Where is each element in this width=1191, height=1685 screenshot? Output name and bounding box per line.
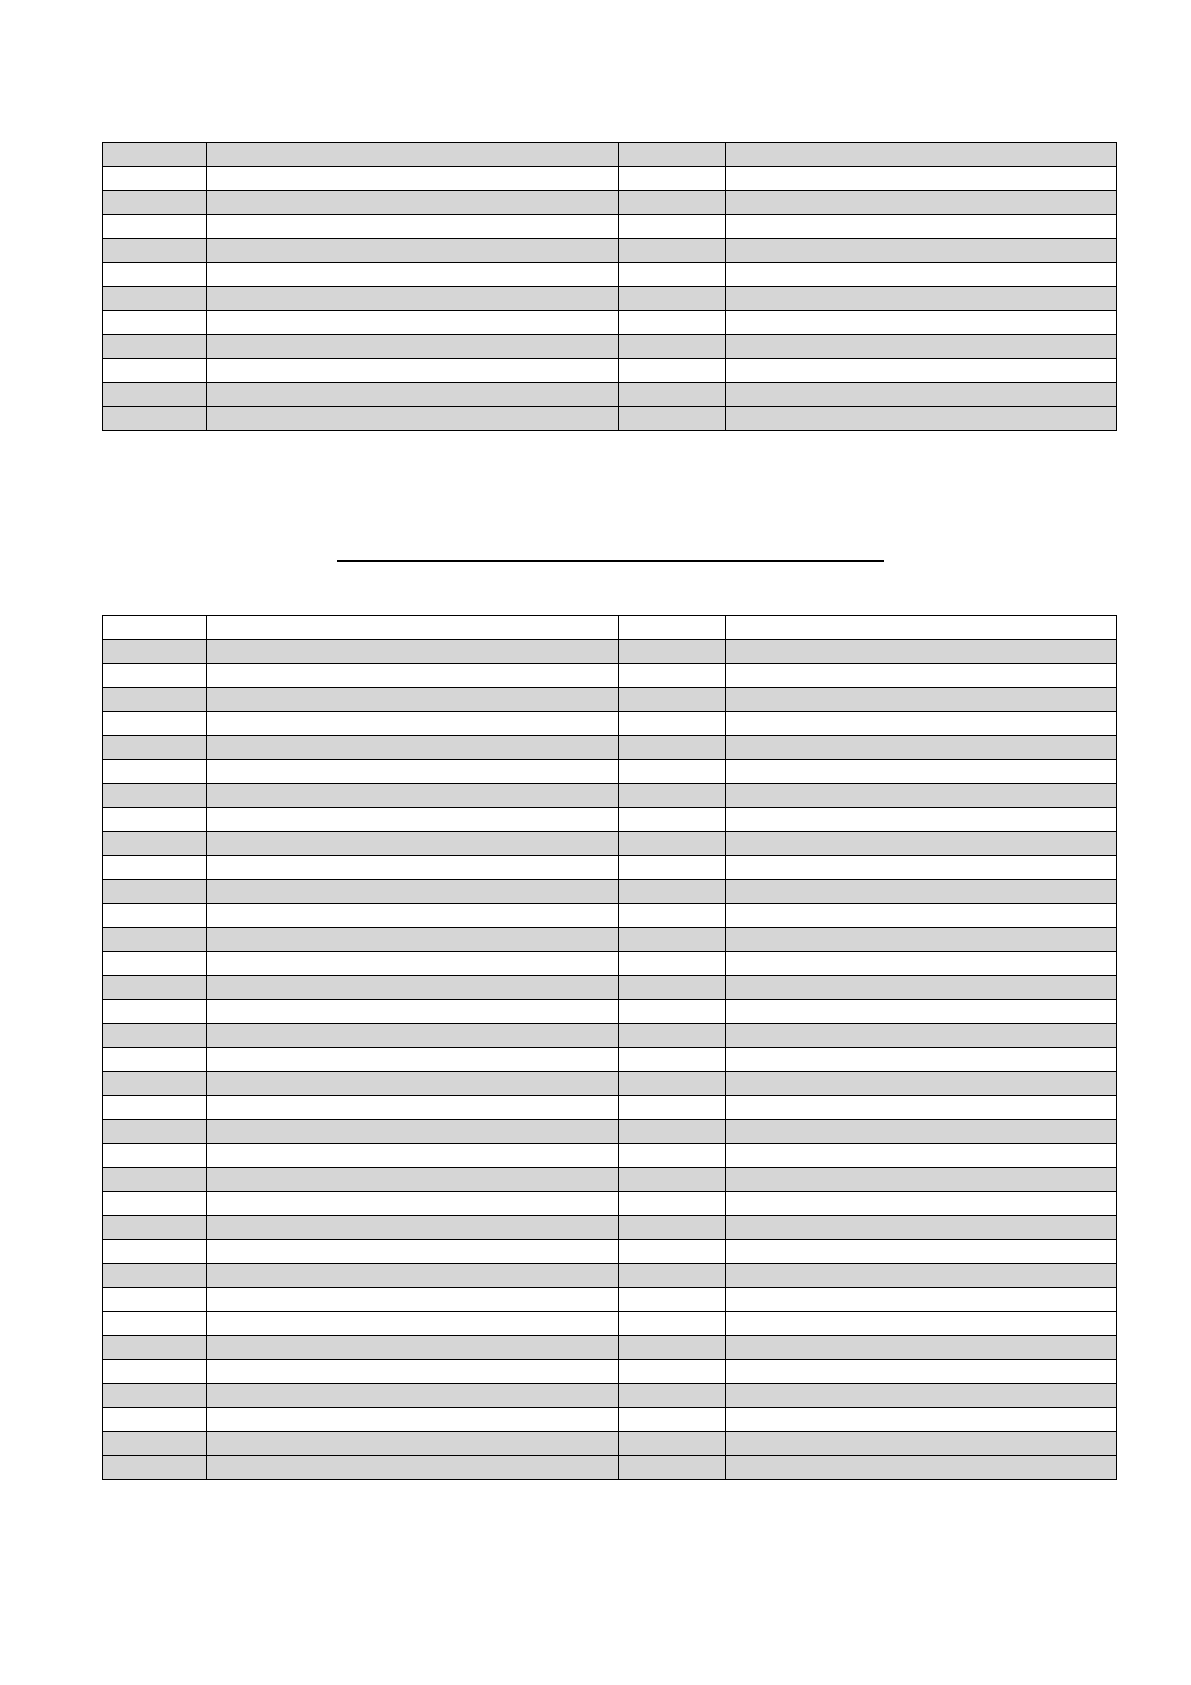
table-cell	[619, 1312, 726, 1336]
table-row	[103, 1048, 1117, 1072]
table-cell	[619, 1384, 726, 1408]
table-cell	[619, 856, 726, 880]
table-cell	[726, 1000, 1117, 1024]
table-row	[103, 1264, 1117, 1288]
table-cell	[619, 335, 726, 359]
table-cell	[103, 239, 207, 263]
table-cell	[619, 311, 726, 335]
table-cell	[207, 215, 619, 239]
table-row	[103, 191, 1117, 215]
table-cell	[103, 1432, 207, 1456]
table-cell	[103, 1072, 207, 1096]
table-cell	[103, 143, 207, 167]
table-cell	[619, 664, 726, 688]
table-cell	[619, 640, 726, 664]
table-cell	[726, 1144, 1117, 1168]
table-cell	[103, 856, 207, 880]
table-cell	[103, 1264, 207, 1288]
table-cell	[103, 1120, 207, 1144]
table-cell	[207, 832, 619, 856]
table-cell	[207, 640, 619, 664]
table-cell	[207, 616, 619, 640]
table-cell	[103, 407, 207, 431]
table-row	[103, 1168, 1117, 1192]
table-cell	[207, 664, 619, 688]
table-cell	[619, 1264, 726, 1288]
table-row	[103, 263, 1117, 287]
table-cell	[619, 407, 726, 431]
table-cell	[619, 1024, 726, 1048]
table-row	[103, 407, 1117, 431]
table-cell	[207, 407, 619, 431]
table-cell	[726, 928, 1117, 952]
table-cell	[619, 215, 726, 239]
table-cell	[207, 1168, 619, 1192]
table-cell	[103, 1384, 207, 1408]
table-cell	[207, 167, 619, 191]
table-cell	[619, 287, 726, 311]
table-cell	[726, 263, 1117, 287]
table-cell	[103, 664, 207, 688]
table-cell	[726, 1120, 1117, 1144]
table-row	[103, 1384, 1117, 1408]
table-cell	[207, 880, 619, 904]
table-cell	[619, 1288, 726, 1312]
table-cell	[207, 1456, 619, 1480]
table-row	[103, 1240, 1117, 1264]
table-cell	[726, 856, 1117, 880]
table-row	[103, 736, 1117, 760]
table-cell	[619, 904, 726, 928]
table-cell	[619, 1360, 726, 1384]
table-row	[103, 1216, 1117, 1240]
table-cell	[619, 191, 726, 215]
table-cell	[619, 880, 726, 904]
table-cell	[726, 1384, 1117, 1408]
table-cell	[103, 784, 207, 808]
table-row	[103, 1120, 1117, 1144]
table-cell	[619, 1192, 726, 1216]
table-cell	[619, 688, 726, 712]
table-cell	[103, 1408, 207, 1432]
table-cell	[207, 1048, 619, 1072]
table-cell	[726, 335, 1117, 359]
table-cell	[207, 191, 619, 215]
table-cell	[619, 1216, 726, 1240]
table-row	[103, 808, 1117, 832]
table-cell	[726, 952, 1117, 976]
table-row	[103, 904, 1117, 928]
table-cell	[103, 712, 207, 736]
table-cell	[103, 359, 207, 383]
table-cell	[103, 1192, 207, 1216]
table-row	[103, 287, 1117, 311]
table-cell	[103, 263, 207, 287]
table-cell	[619, 808, 726, 832]
table-row	[103, 880, 1117, 904]
table-cell	[619, 1048, 726, 1072]
table-cell	[103, 215, 207, 239]
table-cell	[619, 616, 726, 640]
table-cell	[207, 1216, 619, 1240]
table-row	[103, 1144, 1117, 1168]
table-cell	[726, 359, 1117, 383]
table-cell	[103, 976, 207, 1000]
table-row	[103, 664, 1117, 688]
table-cell	[619, 1000, 726, 1024]
table-cell	[726, 832, 1117, 856]
table-cell	[103, 880, 207, 904]
table-cell	[619, 784, 726, 808]
table-cell	[726, 1408, 1117, 1432]
table-row	[103, 335, 1117, 359]
table-row	[103, 1456, 1117, 1480]
table-cell	[207, 1024, 619, 1048]
table-row	[103, 1192, 1117, 1216]
table-row	[103, 359, 1117, 383]
table-cell	[726, 664, 1117, 688]
table-cell	[207, 1384, 619, 1408]
table-cell	[726, 1048, 1117, 1072]
table-cell	[207, 712, 619, 736]
table-cell	[207, 1096, 619, 1120]
table-cell	[207, 1000, 619, 1024]
table-cell	[726, 1216, 1117, 1240]
table-cell	[103, 335, 207, 359]
bottom-table	[102, 615, 1117, 1480]
table-cell	[726, 1168, 1117, 1192]
table-cell	[619, 1432, 726, 1456]
table-row	[103, 1432, 1117, 1456]
table-cell	[103, 1312, 207, 1336]
table-cell	[726, 215, 1117, 239]
table-cell	[103, 808, 207, 832]
table-cell	[726, 1336, 1117, 1360]
table-cell	[207, 383, 619, 407]
table-cell	[726, 1240, 1117, 1264]
table-row	[103, 239, 1117, 263]
table-cell	[726, 1288, 1117, 1312]
table-cell	[103, 287, 207, 311]
table-cell	[726, 736, 1117, 760]
table-cell	[619, 359, 726, 383]
table-cell	[726, 383, 1117, 407]
table-row	[103, 215, 1117, 239]
table-cell	[619, 712, 726, 736]
table-cell	[726, 760, 1117, 784]
table-cell	[207, 311, 619, 335]
table-cell	[207, 1240, 619, 1264]
table-cell	[103, 1336, 207, 1360]
table-cell	[207, 1312, 619, 1336]
table-cell	[103, 1456, 207, 1480]
table-row	[103, 1408, 1117, 1432]
table-cell	[726, 904, 1117, 928]
section-title	[337, 538, 884, 562]
table-cell	[207, 239, 619, 263]
table-cell	[619, 1144, 726, 1168]
table-cell	[103, 1144, 207, 1168]
table-cell	[103, 760, 207, 784]
table-cell	[619, 1456, 726, 1480]
table-cell	[207, 143, 619, 167]
table-cell	[103, 1096, 207, 1120]
table-row	[103, 1000, 1117, 1024]
table-cell	[207, 856, 619, 880]
table-cell	[207, 1408, 619, 1432]
table-cell	[207, 760, 619, 784]
table-row	[103, 688, 1117, 712]
table-cell	[103, 1360, 207, 1384]
table-cell	[726, 880, 1117, 904]
table-cell	[207, 784, 619, 808]
table-cell	[619, 1240, 726, 1264]
table-cell	[207, 263, 619, 287]
table-row	[103, 167, 1117, 191]
table-cell	[726, 1096, 1117, 1120]
table-cell	[726, 976, 1117, 1000]
table-cell	[207, 976, 619, 1000]
table-row	[103, 1072, 1117, 1096]
table-cell	[726, 1192, 1117, 1216]
table-cell	[726, 1264, 1117, 1288]
table-cell	[207, 1336, 619, 1360]
table-row	[103, 616, 1117, 640]
table-row	[103, 1024, 1117, 1048]
table-row	[103, 784, 1117, 808]
table-cell	[207, 287, 619, 311]
table-cell	[619, 736, 726, 760]
table-cell	[103, 1288, 207, 1312]
table-row	[103, 1360, 1117, 1384]
table-cell	[103, 1048, 207, 1072]
table-cell	[726, 808, 1117, 832]
table-cell	[103, 640, 207, 664]
table-row	[103, 311, 1117, 335]
table-row	[103, 976, 1117, 1000]
table-cell	[619, 167, 726, 191]
table-row	[103, 1336, 1117, 1360]
table-cell	[726, 1072, 1117, 1096]
table-row	[103, 832, 1117, 856]
table-row	[103, 143, 1117, 167]
table-cell	[103, 1024, 207, 1048]
table-row	[103, 712, 1117, 736]
table-cell	[726, 239, 1117, 263]
table-cell	[207, 928, 619, 952]
table-cell	[207, 359, 619, 383]
table-cell	[207, 335, 619, 359]
table-cell	[726, 712, 1117, 736]
table-cell	[207, 1072, 619, 1096]
table-cell	[726, 1432, 1117, 1456]
table-cell	[619, 1408, 726, 1432]
table-row	[103, 640, 1117, 664]
table-cell	[103, 832, 207, 856]
table-row	[103, 1288, 1117, 1312]
table-cell	[726, 784, 1117, 808]
table-cell	[207, 952, 619, 976]
table-cell	[619, 760, 726, 784]
table-row	[103, 1312, 1117, 1336]
table-cell	[103, 383, 207, 407]
table-cell	[726, 640, 1117, 664]
table-cell	[103, 928, 207, 952]
table-row	[103, 383, 1117, 407]
table-cell	[726, 143, 1117, 167]
table-cell	[103, 904, 207, 928]
table-row	[103, 760, 1117, 784]
table-cell	[619, 952, 726, 976]
table-cell	[619, 1120, 726, 1144]
table-cell	[207, 808, 619, 832]
table-cell	[726, 1360, 1117, 1384]
table-cell	[103, 1240, 207, 1264]
table-cell	[619, 263, 726, 287]
table-row	[103, 1096, 1117, 1120]
table-cell	[726, 191, 1117, 215]
table-cell	[619, 383, 726, 407]
top-table-body	[103, 143, 1117, 431]
table-cell	[103, 736, 207, 760]
table-cell	[726, 287, 1117, 311]
table-cell	[207, 904, 619, 928]
table-cell	[726, 1312, 1117, 1336]
table-cell	[103, 1000, 207, 1024]
table-cell	[619, 1336, 726, 1360]
table-cell	[207, 1360, 619, 1384]
table-cell	[103, 191, 207, 215]
table-cell	[207, 736, 619, 760]
table-cell	[103, 1216, 207, 1240]
table-cell	[207, 1288, 619, 1312]
table-cell	[726, 407, 1117, 431]
table-cell	[619, 928, 726, 952]
table-cell	[103, 311, 207, 335]
table-cell	[726, 1024, 1117, 1048]
table-cell	[207, 1120, 619, 1144]
table-row	[103, 928, 1117, 952]
table-cell	[103, 167, 207, 191]
table-cell	[726, 616, 1117, 640]
table-cell	[103, 952, 207, 976]
table-cell	[207, 1144, 619, 1168]
table-cell	[207, 1432, 619, 1456]
table-cell	[103, 688, 207, 712]
table-cell	[726, 311, 1117, 335]
table-cell	[619, 143, 726, 167]
table-cell	[619, 1096, 726, 1120]
table-cell	[207, 1192, 619, 1216]
table-cell	[726, 167, 1117, 191]
table-cell	[619, 1168, 726, 1192]
table-cell	[726, 1456, 1117, 1480]
table-cell	[207, 688, 619, 712]
table-cell	[103, 1168, 207, 1192]
bottom-table-body	[103, 616, 1117, 1480]
table-cell	[726, 688, 1117, 712]
table-cell	[619, 239, 726, 263]
table-cell	[103, 616, 207, 640]
table-cell	[619, 832, 726, 856]
table-cell	[207, 1264, 619, 1288]
top-table	[102, 142, 1117, 431]
table-cell	[619, 976, 726, 1000]
table-row	[103, 952, 1117, 976]
table-row	[103, 856, 1117, 880]
table-cell	[619, 1072, 726, 1096]
